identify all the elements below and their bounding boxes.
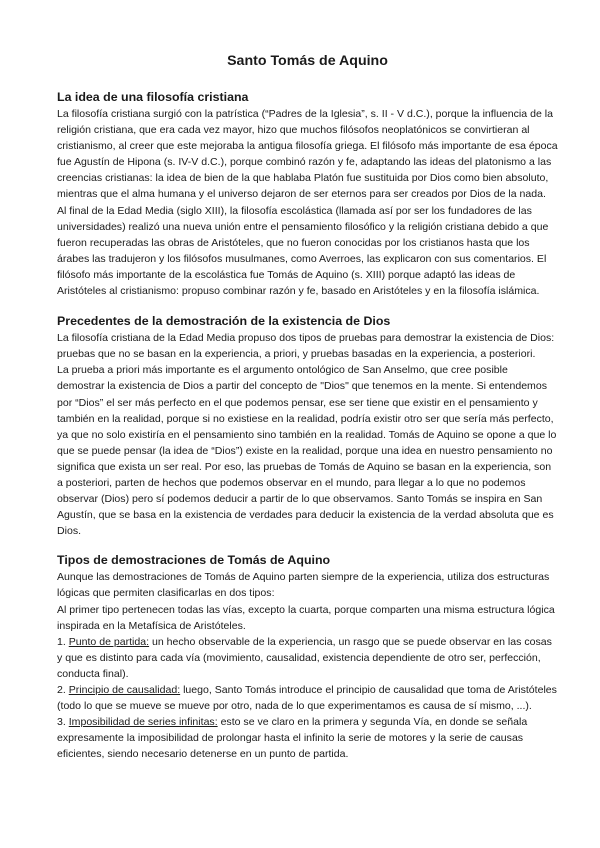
- list-item: [57, 634, 558, 682]
- list-item-term: Punto de partida:: [68, 635, 150, 648]
- list-item-number: 1.: [57, 635, 66, 648]
- list-item-number: 3.: [57, 716, 66, 729]
- section-precedentes: [57, 313, 558, 539]
- paragraph: La filosofía cristiana surgió con la patrística (“Padres de la Iglesia”, s. II - V d.C.), porque la influencia de la religión cristiana, que era cada vez mayor, hizo que muchos filósofos neoplatónicos se convirtieran al cristianismo, al creer que este mejoraba la antigua filosofía griega. El filósofo más importante de esa época fue Agustín de Hipona (s. IV-V d.C.), porque combinó razón y fe, adaptando las ideas del platonismo a las creencias cristianas: la idea de bien de la que hablaba Platón fue sustituida por Dios como bien absoluto, mientras que el alma humana y el universo dejaron de ser eternos para ser creados por Dios de la nada.: [57, 108, 558, 201]
- paragraph: Al primer tipo pertenecen todas las vías, excepto la cuarta, porque comparten una misma estructura lógica inspirada en la Metafísica de Aristóteles.: [57, 603, 555, 632]
- section-heading: Precedentes de la demostración de la existencia de Dios: [57, 314, 391, 329]
- list-item-number: 2.: [57, 684, 66, 696]
- list-item-text: luego, Santo Tomás introduce el principio de causalidad que toma de Aristóteles (todo lo que se mueve se mueve por otro, nada de lo que experimentamos es causa de sí mismo, ...).: [57, 684, 557, 713]
- paragraph: Aunque las demostraciones de Tomás de Aquino parten siempre de la experiencia, utiliza dos estructuras lógicas que permiten clasificarlas en dos tipos:: [57, 571, 550, 600]
- paragraph: La filosofía cristiana de la Edad Media propuso dos tipos de pruebas para demostrar la existencia de Dios: pruebas que no se basan en la experiencia, a priori, y pruebas basadas en la experiencia, a posteriori.: [57, 332, 555, 361]
- list-item-text: esto se ve claro en la primera y segunda Vía, en donde se señala expresamente la imposibilidad de prolongar hasta el infinito la serie de motores y la serie de causas eficientes, siendo necesario detenerse en un punto de partida.: [57, 716, 528, 761]
- list-item-term: Imposibilidad de series infinitas:: [68, 716, 218, 729]
- paragraph: Al final de la Edad Media (siglo XIII), la filosofía escolástica (llamada así por ser los fundadores de las universidades) realizó una nueva unión entre el pensamiento filosófico y la religión cristiana debido a que fueron recuperadas las obras de Aristóteles, que no fueron conocidas por los cristianos hasta que los árabes las tradujeron y los filósofos musulmanes, como Averroes, las explicaron con sus comentarios. El filósofo más importante de la escolástica fue Tomás de Aquino (s. XIII) porque adaptó las ideas de Aristóteles al cristianismo: propuso combinar razón y fe, basado en Aristóteles y en la filosofía islámica.: [57, 204, 549, 298]
- list-item: [57, 682, 558, 714]
- section-filosofia-cristiana: [57, 89, 558, 299]
- list-item-term: Principio de causalidad:: [68, 684, 181, 696]
- section-heading: La idea de una filosofía cristiana: [57, 90, 249, 104]
- section-tipos-demostraciones: [57, 552, 558, 762]
- paragraph: La prueba a priori más importante es el argumento ontológico de San Anselmo, que cree posible demostrar la existencia de Dios a partir del concepto de "Dios" que tenemos en la mente. Si entendemos por “Dios” el ser más perfecto en el que podemos pensar, ese ser tiene que existir en el pensamiento y también en la realidad, porque si no existiese en la realidad, podría existir otro ser que sería más perfecto, ya que no solo existiría en el pensamiento sino también en la realidad. Tomás de Aquino se opone a que lo que se puede pensar (la idea de “Dios”) existe en la realidad, porque una idea en nuestro pensamiento no significa que exista un ser real. Por eso, las pruebas de Tomás de Aquino se basan en la experiencia, son a posteriori, parten de hechos que podemos observar en el mundo, para llegar a lo que no podemos observar (Dios) pero sí podemos deducir a partir de lo que observamos. Santo Tomás se inspira en San Agustín, que se basa en la existencia de verdades para deducir la existencia de la verdad absoluta que es Dios.: [57, 364, 557, 538]
- list-item-text: un hecho observable de la experiencia, un rasgo que se puede observar en las cosas y que es distinto para cada vía (movimiento, causalidad, existencia dependiente de otro ser, perfección, conducta final).: [57, 635, 552, 680]
- document-title: Santo Tomás de Aquino: [227, 53, 388, 69]
- list-item: [57, 714, 558, 762]
- section-heading: Tipos de demostraciones de Tomás de Aquino: [57, 553, 331, 568]
